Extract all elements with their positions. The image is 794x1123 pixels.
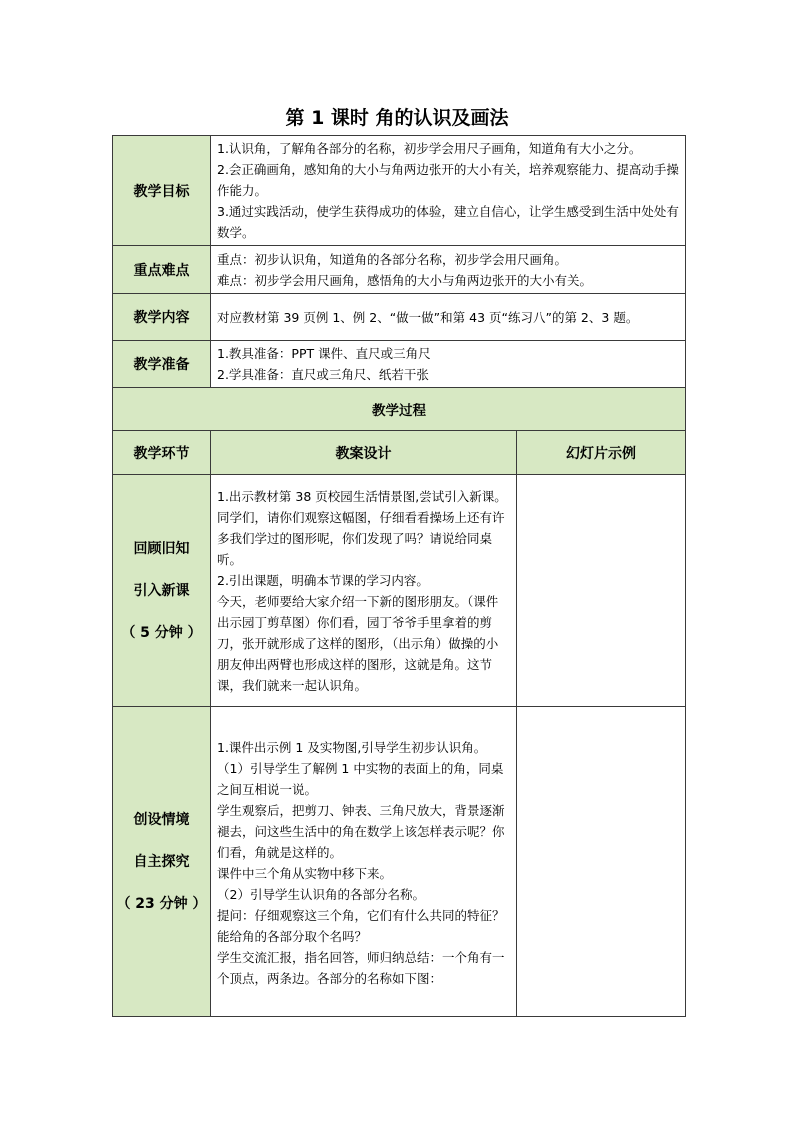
- stage-name-line: 引入新课: [133, 582, 190, 599]
- stage-name-line: 自主探究: [133, 853, 190, 870]
- key-point-item: 难点：初步学会用尺画角，感悟角的大小与角两边张开的大小有关。: [217, 272, 593, 288]
- design-paragraph: 学生观察后，把剪刀、钟表、三角尺放大，背景逐渐褪去，问这些生活中的角在数学上该怎样表示呢？你们看，角就是这样的。: [217, 803, 505, 860]
- stage-duration: （ 23 分钟 ）: [116, 895, 207, 912]
- design-paragraph: 2.引出课题，明确本节课的学习内容。: [217, 572, 429, 588]
- design-paragraph: 1.课件出示例 1 及实物图,引导学生初步认识角。: [217, 740, 487, 755]
- stage-design: [211, 475, 517, 707]
- process-header: 教学过程: [113, 388, 686, 431]
- column-header-stage: 教学环节: [113, 431, 211, 475]
- preparation-item: 2.学具准备：直尺或三角尺、纸若干张: [217, 367, 429, 382]
- design-paragraph: 课件中三个角从实物中移下来。: [217, 866, 393, 881]
- stage-design: [211, 707, 517, 1017]
- stage-row: [113, 707, 686, 1017]
- key-points-content: [211, 246, 686, 294]
- key-point-item: 重点：初步认识角，知道角的各部分名称，初步学会用尺画角。: [217, 251, 568, 267]
- column-header-row: [113, 431, 686, 475]
- content-row: [113, 294, 686, 341]
- column-header-design: 教案设计: [211, 431, 517, 475]
- stage-label: [113, 707, 211, 1017]
- design-paragraph: （1）引导学生了解例 1 中实物的表面上的角，同桌之间互相说一说。: [217, 761, 504, 797]
- goal-item: 3.通过实践活动，使学生获得成功的体验，建立自信心，让学生感受到生活中处处有数学。: [217, 204, 679, 240]
- stage-slides-cell: [517, 707, 686, 1017]
- lesson-plan-table: [112, 135, 686, 1017]
- goals-label: 教学目标: [113, 136, 211, 246]
- stage-label: [113, 475, 211, 707]
- content-text: 对应教材第 39 页例 1、例 2、“做一做”和第 43 页“练习八”的第 2、3 题。: [211, 294, 686, 341]
- key-points-label: 重点难点: [113, 246, 211, 294]
- goals-content: [211, 136, 686, 246]
- process-header-row: [113, 388, 686, 431]
- stage-row: [113, 475, 686, 707]
- key-points-row: [113, 246, 686, 294]
- stage-duration: （ 5 分钟 ）: [121, 624, 202, 641]
- design-paragraph: 提问：仔细观察这三个角，它们有什么共同的特征？能给角的各部分取个名吗？: [217, 908, 505, 944]
- design-paragraph: 学生交流汇报，指名回答，师归纳总结：一个角有一个顶点，两条边。各部分的名称如下图：: [217, 950, 505, 986]
- stage-name-line: 回顾旧知: [133, 540, 190, 557]
- column-header-slides: 幻灯片示例: [517, 431, 686, 475]
- goals-row: [113, 136, 686, 246]
- stage-name-line: 创设情境: [133, 811, 190, 828]
- goal-item: 1.认识角，了解角各部分的名称，初步学会用尺子画角，知道角有大小之分。: [217, 141, 642, 156]
- design-paragraph: 今天，老师要给大家介绍一下新的图形朋友。（课件出示园丁剪草图）你们看，园丁爷爷手里拿着的剪刀，张开就形成了这样的图形，（出示角）做操的小朋友伸出两臂也形成这样的图形，这就是角。这节课，我们就来一起认识角。: [217, 593, 499, 693]
- goal-item: 2.会正确画角，感知角的大小与角两边张开的大小有关，培养观察能力、提高动手操作能力。: [217, 162, 679, 198]
- content-label: 教学内容: [113, 294, 211, 341]
- preparation-label: 教学准备: [113, 341, 211, 388]
- stage-slides-cell: [517, 475, 686, 707]
- design-paragraph: （2）引导学生认识角的各部分名称。: [217, 887, 425, 902]
- preparation-item: 1.教具准备：PPT 课件、直尺或三角尺: [217, 346, 431, 361]
- preparation-row: [113, 341, 686, 388]
- page-title: 第 1 课时 角的认识及画法: [285, 107, 509, 129]
- design-paragraph: 1.出示教材第 38 页校园生活情景图,尝试引入新课。: [217, 488, 507, 504]
- preparation-content: [211, 341, 686, 388]
- design-paragraph: 同学们，请你们观察这幅图，仔细看看操场上还有许多我们学过的图形呢，你们发现了吗？请说给同桌听。: [217, 509, 505, 567]
